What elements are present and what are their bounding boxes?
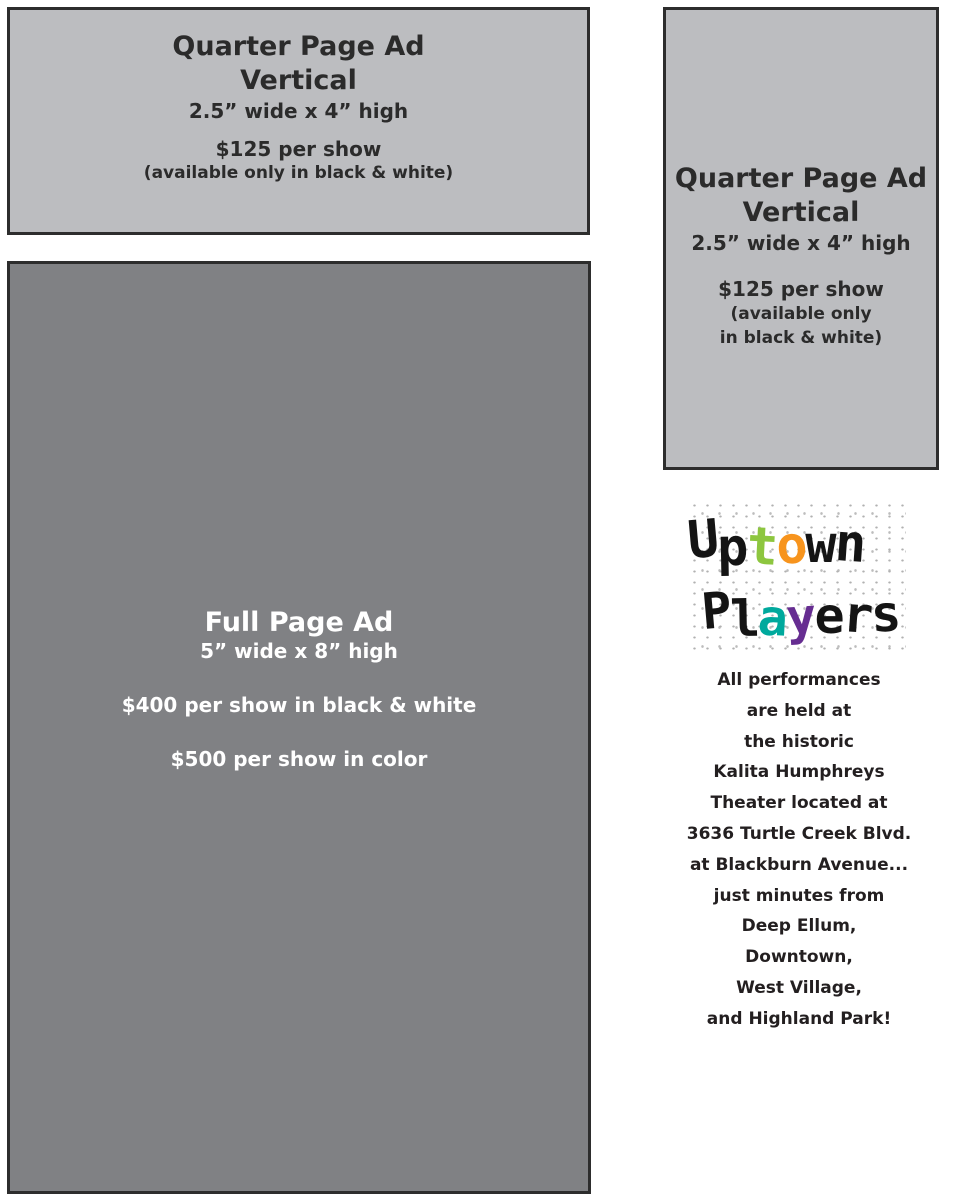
quarter-page-ad-box-top: [7, 7, 590, 235]
venue-line: the historic: [744, 731, 854, 752]
logo-letter: U: [685, 508, 720, 572]
venue-line: at Blackburn Avenue...: [689, 854, 909, 875]
logo-letter: a: [756, 588, 788, 648]
venue-line: Deep Ellum,: [741, 916, 857, 937]
ad-note: (available only in black & white): [143, 163, 454, 183]
logo-letter: n: [832, 513, 866, 575]
logo-letter: p: [716, 517, 748, 579]
ad-note-line2: in black & white): [719, 328, 883, 348]
logo-word-uptown: [685, 508, 906, 579]
ad-dimensions: 2.5” wide x 4” high: [691, 231, 911, 255]
ad-title: Quarter Page Ad: [674, 163, 928, 194]
logo-letter: r: [840, 585, 873, 645]
venue-line: West Village,: [736, 977, 862, 998]
ad-subtitle: Vertical: [742, 197, 860, 228]
logo-word-players: [699, 580, 920, 649]
ad-title: Quarter Page Ad: [172, 31, 425, 62]
venue-line: are held at: [746, 700, 852, 721]
ad-price: $125 per show: [718, 277, 884, 301]
venue-address: 3636 Turtle Creek Blvd.: [686, 823, 912, 844]
venue-line: and Highland Park!: [706, 1008, 892, 1029]
venue-line: Downtown,: [745, 947, 853, 968]
venue-line: just minutes from: [713, 885, 885, 906]
ad-dimensions: 5” wide x 8” high: [200, 639, 398, 663]
uptown-players-logo: [685, 500, 906, 658]
logo-letter: e: [814, 587, 843, 645]
ad-price: $125 per show: [215, 137, 382, 161]
quarter-page-ad-box-right: [663, 7, 939, 470]
ad-subtitle: Vertical: [240, 65, 357, 96]
logo-letter: s: [869, 584, 901, 644]
logo-letter: o: [774, 515, 808, 577]
full-page-ad-box: [7, 261, 591, 1194]
venue-line: Kalita Humphreys: [713, 762, 885, 783]
ad-title: Full Page Ad: [204, 607, 394, 638]
ad-price-bw: $400 per show in black & white: [121, 693, 477, 717]
ad-note-line1: (available only: [730, 304, 872, 324]
logo-letter: P: [699, 580, 733, 642]
logo-letter: w: [805, 515, 835, 575]
ad-price-color: $500 per show in color: [170, 747, 428, 771]
logo-letter: l: [729, 589, 759, 649]
venue-info: [663, 665, 935, 1035]
venue-line: Theater located at: [710, 793, 888, 814]
logo-letter: y: [784, 587, 817, 647]
ad-dimensions: 2.5” wide x 4” high: [188, 99, 409, 123]
logo-letter: t: [744, 516, 778, 578]
venue-line: All performances: [717, 670, 881, 690]
